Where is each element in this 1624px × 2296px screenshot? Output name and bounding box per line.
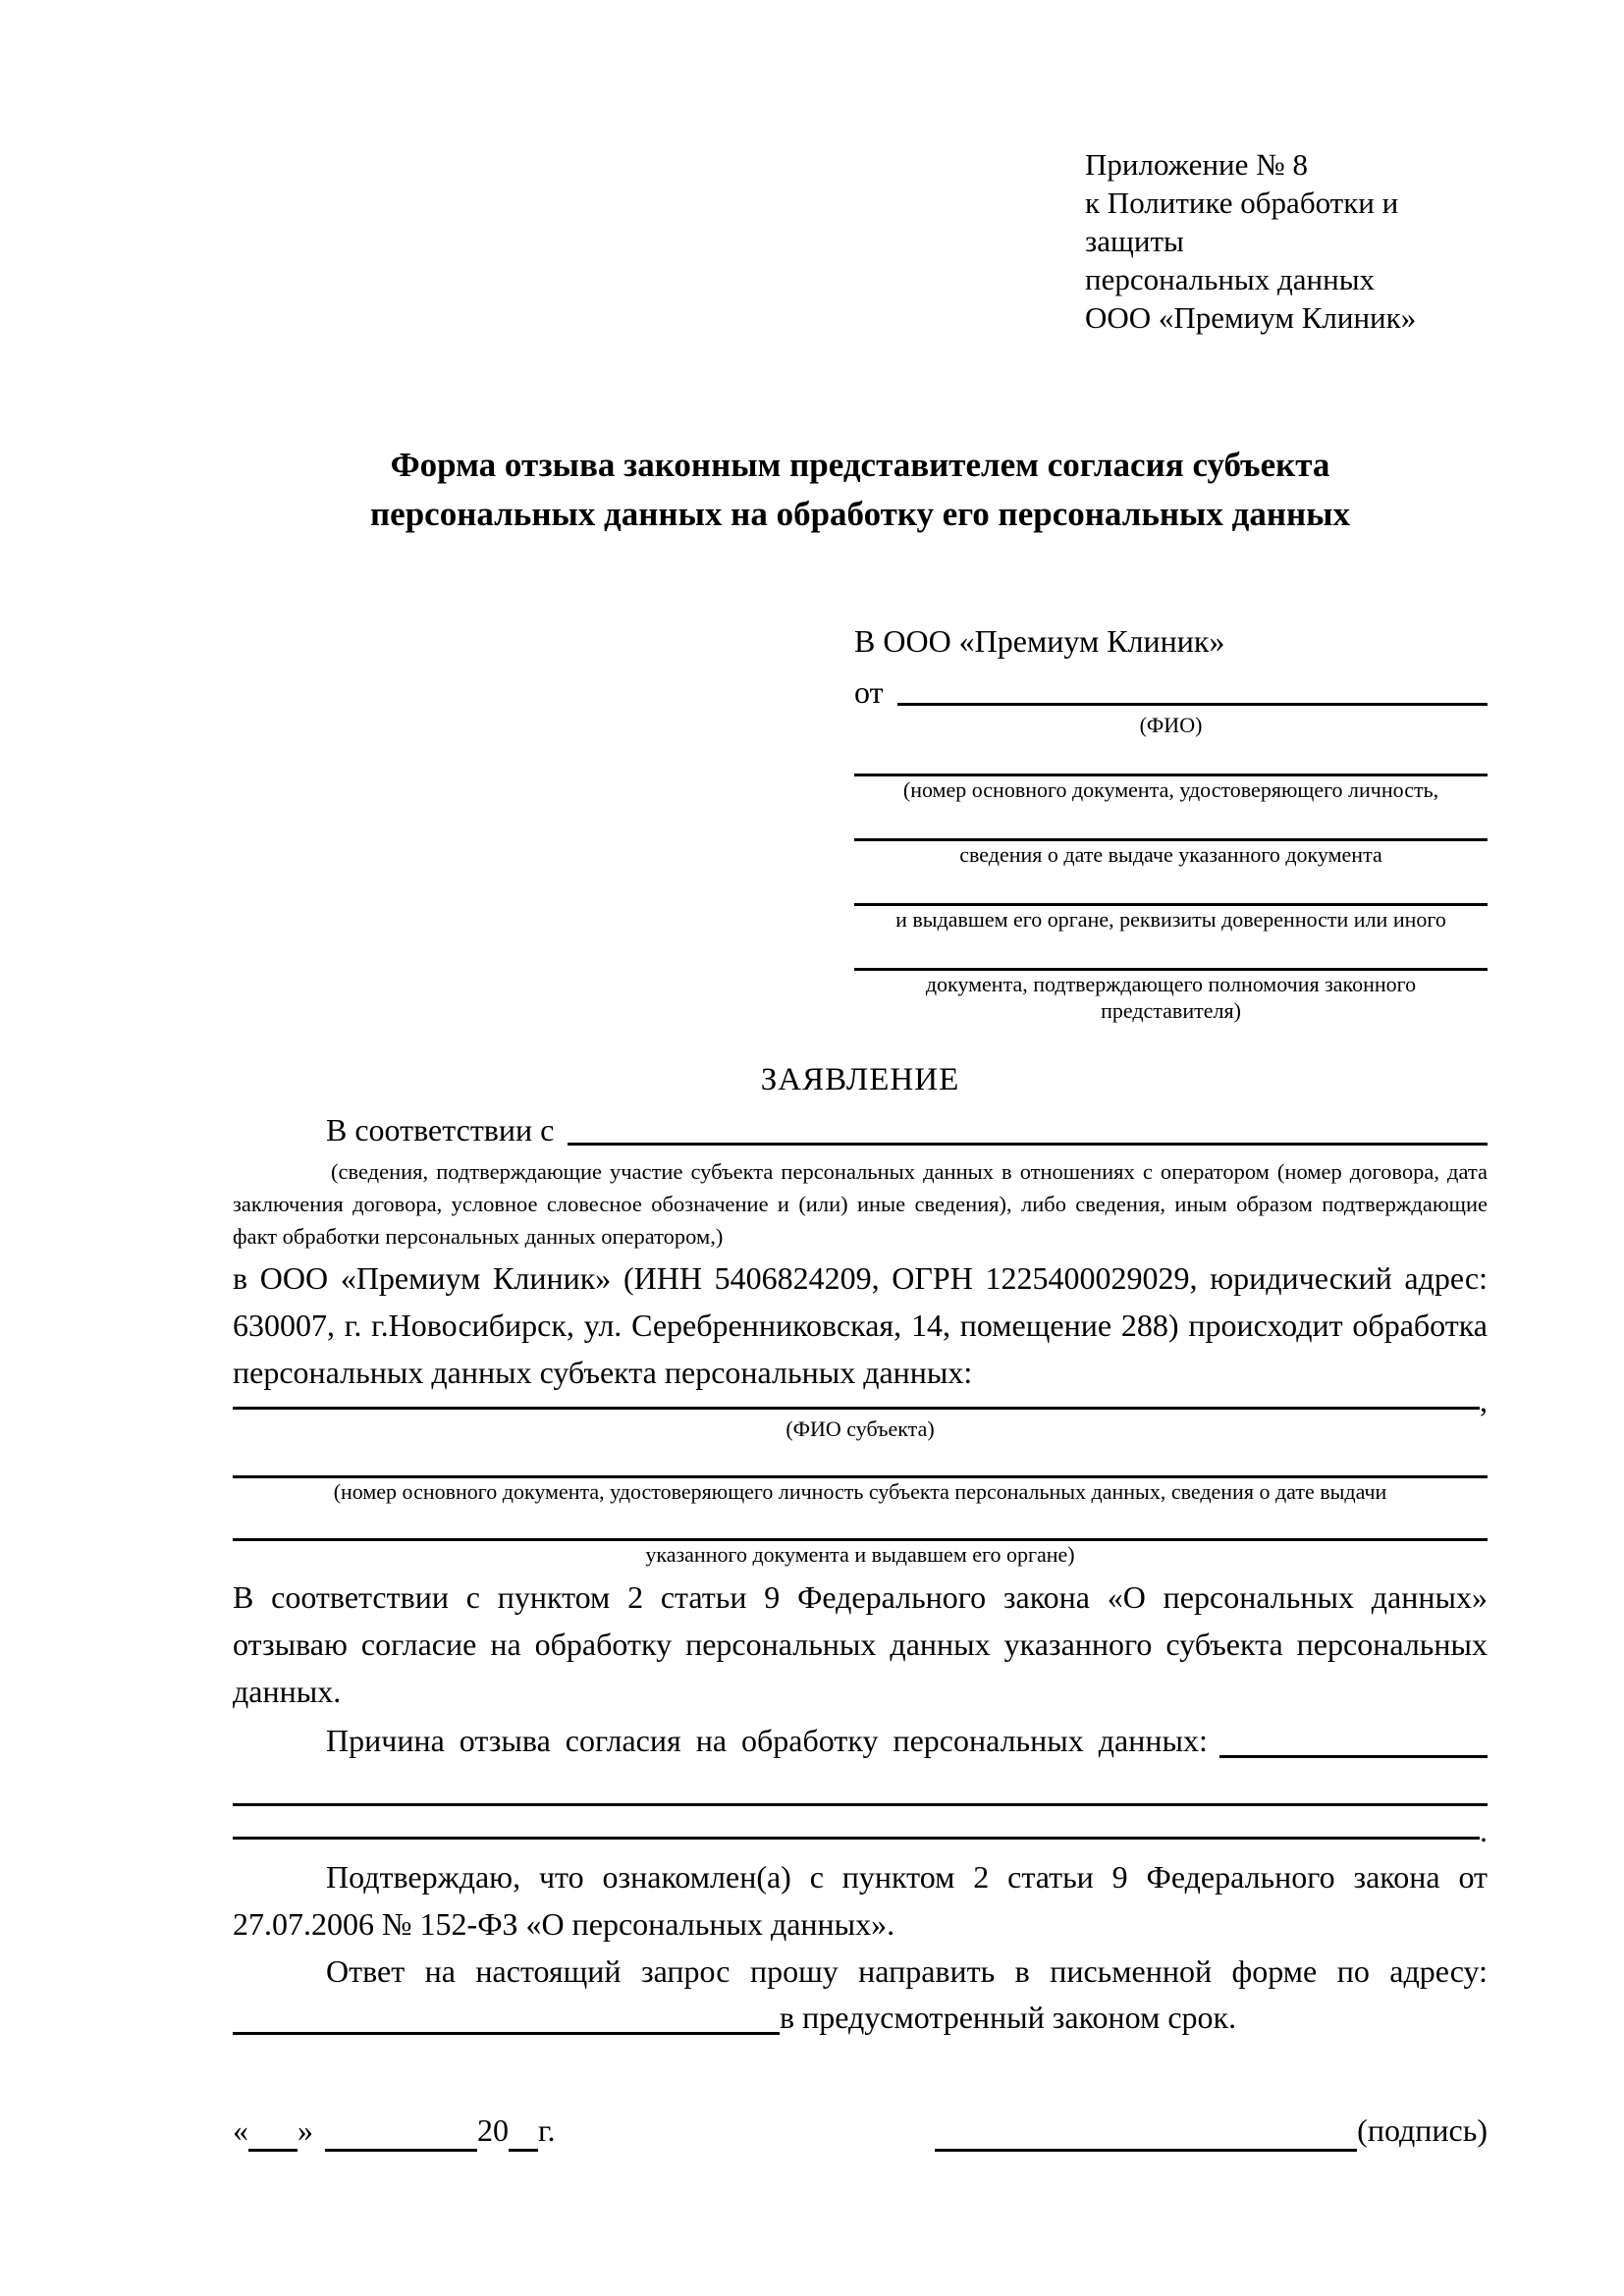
document-number-blank-line [854, 738, 1488, 776]
basis-blank-line [568, 1143, 1488, 1146]
subject-document-blank-line [233, 1442, 1488, 1478]
year-suffix: г. [538, 2112, 556, 2148]
addressee-block [854, 621, 1488, 1024]
reply-address-blank-line [233, 1999, 780, 2035]
subject-document-caption: (номер основного документа, удостоверяющего личность субъекта персональных данных, сведения о дате выдачи [333, 1479, 1387, 1504]
addressee-caption: (номер основного документа, удостоверяющего личность, [902, 777, 1439, 802]
appendix-block [1085, 145, 1488, 337]
reason-row [233, 1715, 1488, 1764]
confirmation-paragraph: Подтверждаю, что ознакомлен(а) с пунктом 2 статьи 9 Федерального закона от 27.07.2006 № 152-ФЗ «О персональных данных». [233, 1859, 1488, 1942]
appendix-line: к Политике обработки и защиты [1085, 186, 1399, 258]
reason-blank-line [1219, 1755, 1488, 1758]
reply-deadline-text: в предусмотренный законом срок. [780, 2000, 1237, 2035]
signature-group [935, 2109, 1488, 2152]
fio-blank-line [897, 703, 1488, 706]
issue-date-blank-line [854, 803, 1488, 841]
signature-blank-line [935, 2117, 1357, 2152]
intro-row [233, 1108, 1488, 1151]
withdrawal-paragraph: В соответствии с пунктом 2 статьи 9 Федерального закона «О персональных данных» отзываю согласие на обработку персональных данных указанного субъекта персональных данных. [233, 1579, 1488, 1709]
subject-fio-caption: (ФИО субъекта) [785, 1416, 935, 1441]
appendix-line: персональных данных [1085, 262, 1376, 296]
intro-prefix: В соответствии с [326, 1112, 555, 1148]
appendix-line: Приложение № 8 [1085, 147, 1308, 182]
from-label: от [854, 674, 884, 710]
subject-fio-blank-line [233, 1387, 1480, 1410]
operator-paragraph: в ООО «Премиум Клиник» (ИНН 5406824209, ОГРН 1225400029029, юридический адрес: 630007, г. г.Новосибирск, ул. Серебренниковская, 14, помещение 288) происходит обработка персональных данных субъекта персональных данных: [233, 1260, 1488, 1390]
line-suffix-period: . [1480, 1813, 1488, 1848]
signature-caption: (подпись) [1357, 2112, 1488, 2148]
page-title: Форма отзыва законным представителем согласия субъекта персональных данных на обработку его персональных данных [370, 446, 1350, 533]
date-signature-row [233, 2109, 1488, 2152]
addressee-caption: документа, подтверждающего полномочия законного представителя) [925, 972, 1417, 1023]
reply-address-row [233, 1995, 1488, 2040]
addressee-caption: сведения о дате выдаче указанного документа [959, 842, 1382, 867]
month-blank-line [325, 2117, 477, 2152]
addressee-caption: и выдавшем его органе, реквизиты доверенности или иного [895, 907, 1446, 932]
basis-note: (сведения, подтверждающие участие субъекта персональных данных в отношениях с оператором (номер договора, дата заключения договора, условное словесное обозначение и (или) иные сведения), либо сведения, иным образом подтверждающие факт обработки персональных данных оператором,) [233, 1159, 1488, 1249]
line-suffix-comma: , [1480, 1383, 1488, 1418]
reason-label: Причина отзыва согласия на обработку персональных данных: [326, 1723, 1208, 1758]
subject-fio-row [233, 1383, 1488, 1418]
subject-document-caption-2: указанного документа и выдавшем его органе) [645, 1542, 1075, 1567]
quote-open: « [233, 2112, 248, 2148]
quote-close: » [298, 2112, 313, 2148]
issuing-authority-blank-line [854, 868, 1488, 906]
addressee-from-row [854, 667, 1488, 712]
reply-request-line: Ответ на настоящий запрос прошу направить в письменной форме по адресу: [326, 1953, 1488, 1989]
reason-blank-row-3 [233, 1806, 1488, 1848]
fio-caption: (ФИО) [1139, 713, 1203, 737]
addressee-to: В ООО «Премиум Клиник» [854, 623, 1225, 659]
statement-heading: ЗАЯВЛЕНИЕ [760, 1062, 960, 1097]
year-prefix: 20 [477, 2112, 509, 2148]
subject-document-blank-line-2 [233, 1505, 1488, 1541]
year-blank-line [509, 2117, 538, 2152]
day-blank-line [248, 2117, 298, 2152]
power-of-attorney-blank-line [854, 933, 1488, 971]
appendix-line: ООО «Премиум Клиник» [1085, 300, 1417, 335]
reason-blank-line-3 [233, 1797, 1480, 1840]
date-group [233, 2109, 556, 2152]
